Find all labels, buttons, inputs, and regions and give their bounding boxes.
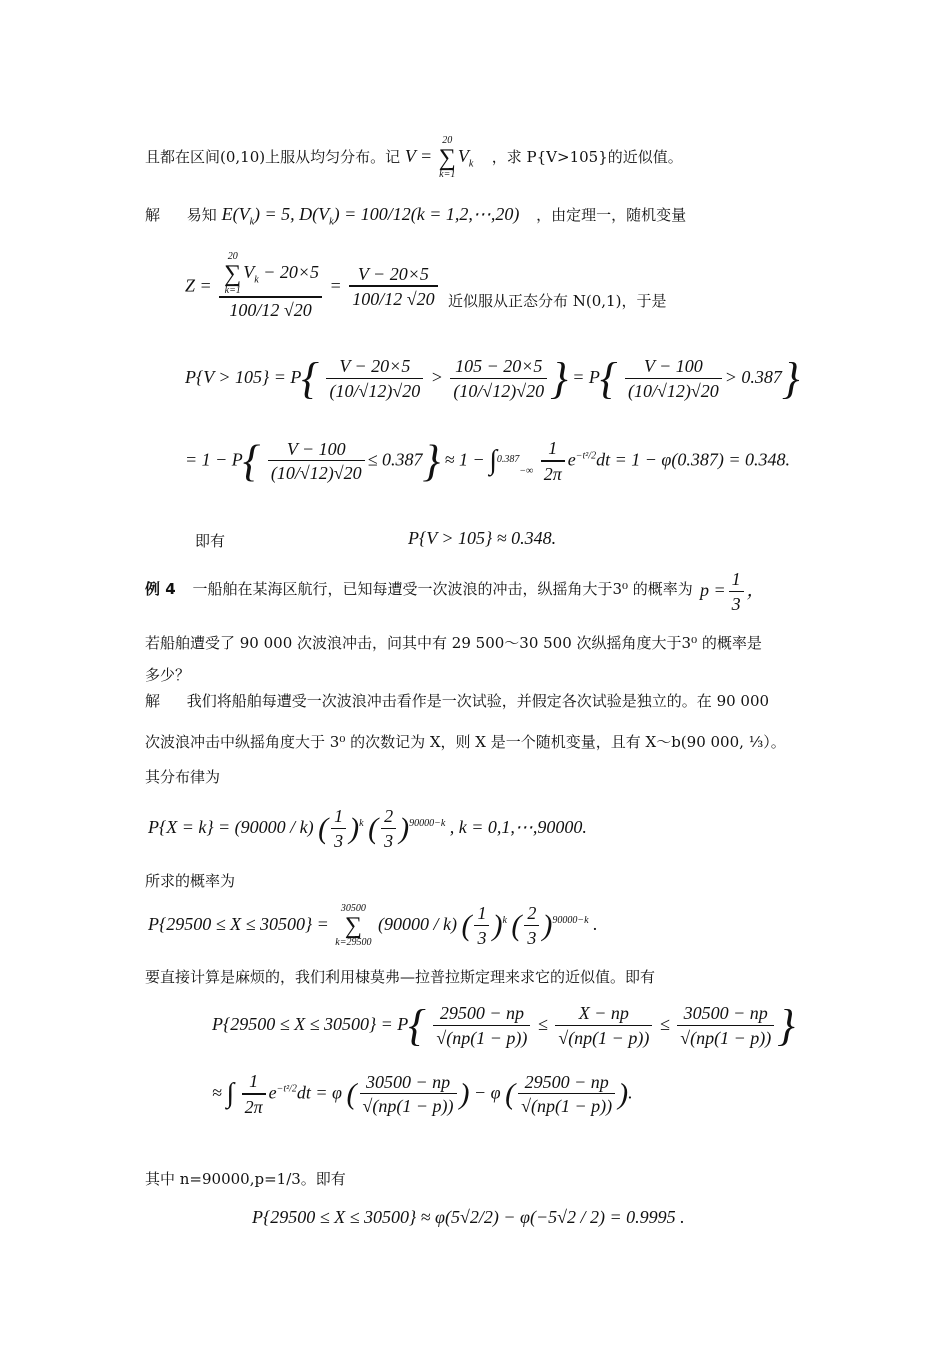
text-line-1 <box>145 136 683 180</box>
text-line-3: 近似服从正态分布 N(0,1)，于是 <box>448 292 667 310</box>
formula-demoivre: P{29500 ≤ X ≤ 30500} = P{ $\frac{29500 - np}{√(np(1 - p))}$ ≤ $\frac{X - np}{√(np(1 - p))}$ ≤ $\frac{30500 - np}{√(np(1 - p))}$ } <box>212 1000 795 1050</box>
text-fragment: 我们将船舶每遭受一次波浪冲击看作是一次试验，并假定各次试验是独立的。在 90 000 <box>186 692 770 710</box>
text-line-2 <box>145 204 686 229</box>
example-4-line-2: 若船舶遭受了 90 000 次波浪冲击，问其中有 29 500～30 500 次纵摇角度大于3⁰ 的概率是 <box>145 634 762 652</box>
formula-probability-sum: P{29500 ≤ X ≤ 30500} = 30500 ∑ k=29500 (90000 / k) ( $\frac{1}{3}$ )$^k$ ( $\frac{2}{3}$ )$^{90000-k}$ . <box>148 902 598 948</box>
solution-line-3: 其分布律为 <box>145 768 221 786</box>
text-fragment: 且都在区间(0,10)上服从均匀分布。记 <box>145 148 401 167</box>
text-conclusion-label: 即有 <box>195 532 226 550</box>
formula-z: Z = 20 ∑ k=1 $V_k - 20\times 5$ 100/12 √20 = $\frac{V - 20\times 5}{100/12 √20}$ <box>185 252 441 322</box>
solution-line-6: 其中 n=90000,p=1/3。即有 <box>145 1170 346 1188</box>
text-fragment: ，由定理一，随机变量 <box>536 206 687 224</box>
formula-conclusion: P{V > 105} ≈ 0.348. <box>408 528 557 548</box>
formula-final: P{29500 ≤ X ≤ 30500} ≈ φ(5√2/2) − φ(−5√2 / 2) = 0.9995 . <box>252 1207 685 1227</box>
solution-label: 解 <box>145 206 161 224</box>
example-label: 例 4 <box>145 580 176 598</box>
text-fragment: 一船舶在某海区航行，已知每遭受一次波浪的冲击，纵摇角大于3⁰ 的概率为 <box>192 580 693 598</box>
example-4-line-3: 多少？ <box>145 666 191 684</box>
formula-sum-v: V = 20 ∑ k=1 $V_k$ <box>404 135 474 180</box>
solution-line-5: 要直接计算是麻烦的，我们利用棣莫弗—拉普拉斯定理来求它的近似值。即有 <box>145 968 656 986</box>
text-fragment: ，求 P{V>105}的近似值。 <box>491 148 683 167</box>
solution-line-1 <box>145 692 769 712</box>
formula-distribution: P{X = k} = (90000 / k) ( $\frac{1}{3}$ )$^k$ ( $\frac{2}{3}$ )$^{90000-k}$ , k = 0,1,⋯,90000. <box>148 806 587 851</box>
formula-pv: P{V > 105} = P{ $\frac{V - 20\times 5}{(10/√12)√20}$ > $\frac{105 - 20\times 5}{(10/√12)√20}$ } = P{ $\frac{V - 100}{(10/√12)√20}$ > 0.387} <box>185 353 800 403</box>
text-fragment: 易知 <box>186 206 217 224</box>
solution-line-4: 所求的概率为 <box>145 872 236 890</box>
formula-pv-result: = 1 − P{ $\frac{V - 100}{(10/√12)√20}$ ≤ 0.387} ≈ 1 − ∫$^{0.387}_{-\infty}$ $\frac{1}{2\pi}$ $e^{-t^2/2}dt = 1 - \varphi(0.387) = 0.348$. <box>185 436 790 486</box>
text-fragment: 次波浪冲击中纵摇角度大于 3⁰ 的次数记为 X，则 X 是一个随机变量，且有 X～b(90 000, <box>145 733 744 751</box>
formula-expectation: $E(V_k) = 5$, $D(V_k) = 100/12(k$ = 1,2,⋯,20) <box>221 204 520 228</box>
solution-line-2 <box>145 733 786 753</box>
formula-demoivre-approx: ≈ ∫ $\frac{1}{2\pi}$ $e^{-t^2/2}dt = \varphi$ ( $\frac{30500 - np}{√(np(1 - p))}$ ) − φ ( $\frac{29500 - np}{√(np(1 - p))}$ ). <box>212 1070 633 1119</box>
formula-p-one-third: p = $\frac{1}{3}$ ， <box>700 569 765 614</box>
text-fragment: ⅓）。 <box>748 733 786 751</box>
solution-label: 解 <box>145 692 161 710</box>
example-4-line-1 <box>145 580 693 600</box>
